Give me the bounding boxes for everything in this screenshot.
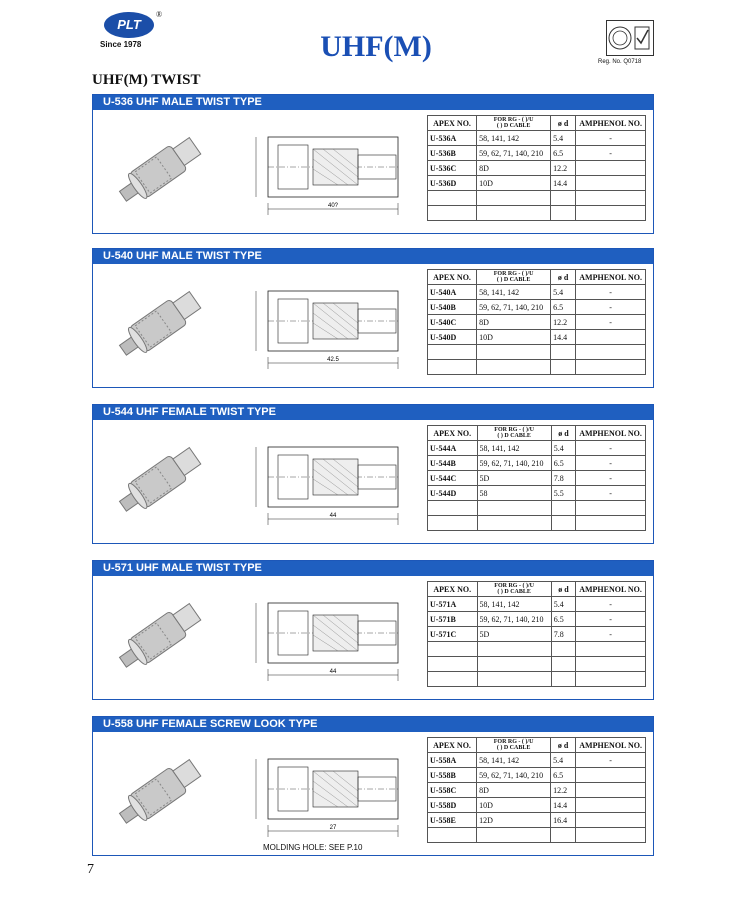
amphenol-cell xyxy=(576,642,646,657)
apex-cell xyxy=(428,672,478,687)
amphenol-cell xyxy=(576,176,646,191)
section-title: U-558 UHF FEMALE SCREW LOOK TYPE xyxy=(93,717,653,732)
table-header-row xyxy=(428,116,646,131)
diameter-cell: 5.4 xyxy=(551,441,575,456)
table-row xyxy=(428,456,646,471)
amphenol-cell: - xyxy=(576,597,646,612)
cable-header: FOR RG - ( )/U ( ) D CABLE xyxy=(477,426,551,441)
amphenol-cell xyxy=(576,360,646,375)
table-row xyxy=(428,597,646,612)
connector-photo xyxy=(103,431,215,531)
table-row xyxy=(428,813,646,828)
spec-table xyxy=(427,581,646,687)
amphenol-cell: - xyxy=(576,441,646,456)
table-row xyxy=(428,315,646,330)
dimension-label: 40? xyxy=(327,203,339,209)
apex-cell xyxy=(428,345,477,360)
spec-table xyxy=(427,425,646,531)
table-row xyxy=(428,330,646,345)
amphenol-cell xyxy=(576,813,646,828)
diameter-cell: 5.5 xyxy=(551,486,575,501)
page-number: 7 xyxy=(87,862,94,877)
apex-cell: U-540B xyxy=(428,300,477,315)
dimension-label: 42.5 xyxy=(327,357,339,363)
diameter-cell xyxy=(551,206,576,221)
apex-cell: U-544B xyxy=(428,456,478,471)
amphenol-cell: - xyxy=(576,627,646,642)
table-row xyxy=(428,486,646,501)
diameter-cell xyxy=(551,657,575,672)
table-row xyxy=(428,828,646,843)
amphenol-cell xyxy=(576,161,646,176)
cable-cell xyxy=(477,828,551,843)
diameter-cell xyxy=(551,501,575,516)
diameter-header: ø d xyxy=(551,270,576,285)
diameter-cell xyxy=(551,672,575,687)
connector-photo xyxy=(103,587,215,687)
diameter-cell xyxy=(551,828,576,843)
dimension-label: 27 xyxy=(329,825,337,831)
amphenol-cell xyxy=(576,828,646,843)
amphenol-cell xyxy=(576,516,646,531)
diameter-cell: 6.5 xyxy=(551,300,576,315)
cable-header: FOR RG - ( )/U ( ) D CABLE xyxy=(477,738,551,753)
apex-cell: U-540A xyxy=(428,285,477,300)
dimension-label: 44 xyxy=(329,513,337,519)
cable-cell: 58 xyxy=(477,486,551,501)
diameter-cell xyxy=(551,345,576,360)
table-header-row xyxy=(428,426,646,441)
apex-cell: U-558D xyxy=(428,798,477,813)
cable-cell: 58, 141, 142 xyxy=(477,285,551,300)
table-row xyxy=(428,657,646,672)
apex-cell xyxy=(428,828,477,843)
amphenol-cell: - xyxy=(576,753,646,768)
cable-cell xyxy=(477,345,551,360)
apex-cell: U-536A xyxy=(428,131,477,146)
amphenol-cell: - xyxy=(576,131,646,146)
molding-note: MOLDING HOLE: SEE P.10 xyxy=(263,843,363,852)
cable-cell: 8D xyxy=(477,161,551,176)
apex-cell: U-544A xyxy=(428,441,478,456)
diameter-cell: 6.5 xyxy=(551,456,575,471)
diameter-cell: 12.2 xyxy=(551,161,576,176)
table-row xyxy=(428,300,646,315)
diameter-cell: 14.4 xyxy=(551,176,576,191)
table-row xyxy=(428,612,646,627)
section-title: U-536 UHF MALE TWIST TYPE xyxy=(93,95,653,110)
page-title: UHF(M) xyxy=(320,30,432,63)
cable-cell: 5D xyxy=(477,471,551,486)
section-title: U-540 UHF MALE TWIST TYPE xyxy=(93,249,653,264)
cable-cell: 58, 141, 142 xyxy=(477,131,551,146)
apex-cell: U-558A xyxy=(428,753,477,768)
diameter-cell xyxy=(551,191,576,206)
cable-cell xyxy=(477,191,551,206)
table-row xyxy=(428,206,646,221)
amphenol-header: AMPHENOL NO. xyxy=(576,426,646,441)
cable-cell: 8D xyxy=(477,783,551,798)
table-row xyxy=(428,345,646,360)
connector-photo xyxy=(103,275,215,375)
cable-cell xyxy=(477,206,551,221)
cable-cell: 10D xyxy=(477,798,551,813)
cable-header: FOR RG - ( )/U ( ) D CABLE xyxy=(477,116,551,131)
cable-cell xyxy=(477,501,551,516)
technical-drawing xyxy=(238,435,428,530)
diameter-cell: 7.8 xyxy=(551,627,575,642)
cable-cell: 12D xyxy=(477,813,551,828)
diameter-cell: 6.5 xyxy=(551,612,575,627)
amphenol-cell xyxy=(576,345,646,360)
table-header-row xyxy=(428,738,646,753)
cable-cell xyxy=(477,516,551,531)
diameter-cell: 14.4 xyxy=(551,798,576,813)
cable-header: FOR RG - ( )/U ( ) D CABLE xyxy=(477,582,551,597)
amphenol-cell: - xyxy=(576,146,646,161)
table-row xyxy=(428,753,646,768)
cable-cell: 59, 62, 71, 140, 210 xyxy=(477,300,551,315)
product-section xyxy=(92,94,654,234)
technical-drawing xyxy=(238,279,428,374)
technical-drawing xyxy=(238,125,428,220)
amphenol-cell: - xyxy=(576,315,646,330)
table-row xyxy=(428,360,646,375)
amphenol-cell xyxy=(576,798,646,813)
apex-cell xyxy=(428,516,478,531)
amphenol-header: AMPHENOL NO. xyxy=(576,738,646,753)
amphenol-header: AMPHENOL NO. xyxy=(576,582,646,597)
apex-cell: U-571B xyxy=(428,612,478,627)
section-title: U-571 UHF MALE TWIST TYPE xyxy=(93,561,653,576)
table-row xyxy=(428,441,646,456)
table-row xyxy=(428,627,646,642)
amphenol-cell xyxy=(576,783,646,798)
apex-header: APEX NO. xyxy=(428,426,478,441)
iso-certification-badge xyxy=(606,20,654,56)
amphenol-cell xyxy=(576,768,646,783)
product-section xyxy=(92,248,654,388)
cable-cell: 10D xyxy=(477,176,551,191)
connector-photo xyxy=(103,743,215,843)
table-header-row xyxy=(428,582,646,597)
diameter-cell: 6.5 xyxy=(551,768,576,783)
apex-cell: U-571C xyxy=(428,627,478,642)
apex-cell xyxy=(428,657,478,672)
connector-photo xyxy=(103,121,215,221)
amphenol-cell xyxy=(576,330,646,345)
cable-cell: 59, 62, 71, 140, 210 xyxy=(477,456,551,471)
diameter-cell: 5.4 xyxy=(551,597,575,612)
cable-cell: 59, 62, 71, 140, 210 xyxy=(477,146,551,161)
cable-cell: 59, 62, 71, 140, 210 xyxy=(477,768,551,783)
apex-cell xyxy=(428,360,477,375)
registered-mark: ® xyxy=(156,10,163,19)
iso-seal-icon xyxy=(607,21,653,55)
product-section xyxy=(92,560,654,700)
table-row xyxy=(428,131,646,146)
amphenol-cell xyxy=(576,206,646,221)
table-header-row xyxy=(428,270,646,285)
diameter-header: ø d xyxy=(551,738,576,753)
diameter-header: ø d xyxy=(551,426,575,441)
apex-cell xyxy=(428,501,478,516)
amphenol-cell: - xyxy=(576,612,646,627)
cable-header: FOR RG - ( )/U ( ) D CABLE xyxy=(477,270,551,285)
apex-header: APEX NO. xyxy=(428,738,477,753)
diameter-cell xyxy=(551,516,575,531)
diameter-cell: 14.4 xyxy=(551,330,576,345)
apex-cell: U-544D xyxy=(428,486,478,501)
cable-cell: 58, 141, 142 xyxy=(477,441,551,456)
cable-cell xyxy=(477,360,551,375)
diameter-header: ø d xyxy=(551,116,576,131)
cable-cell xyxy=(477,657,551,672)
table-row xyxy=(428,285,646,300)
cable-cell xyxy=(477,642,551,657)
apex-cell: U-571A xyxy=(428,597,478,612)
technical-drawing xyxy=(238,747,428,842)
amphenol-cell: - xyxy=(576,456,646,471)
section-title: U-544 UHF FEMALE TWIST TYPE xyxy=(93,405,653,420)
diameter-cell: 5.4 xyxy=(551,131,576,146)
apex-cell: U-558C xyxy=(428,783,477,798)
diameter-cell xyxy=(551,642,575,657)
cable-cell xyxy=(477,672,551,687)
cable-cell: 58, 141, 142 xyxy=(477,753,551,768)
table-row xyxy=(428,471,646,486)
iso-reg-number: Reg. No. Q0718 xyxy=(598,59,642,65)
apex-cell xyxy=(428,191,477,206)
cable-cell: 5D xyxy=(477,627,551,642)
diameter-header: ø d xyxy=(551,582,575,597)
table-row xyxy=(428,191,646,206)
table-row xyxy=(428,161,646,176)
section-heading: UHF(M) TWIST xyxy=(92,72,201,88)
diameter-cell: 5.4 xyxy=(551,285,576,300)
apex-cell: U-536D xyxy=(428,176,477,191)
amphenol-header: AMPHENOL NO. xyxy=(576,116,646,131)
diameter-cell: 12.2 xyxy=(551,315,576,330)
technical-drawing xyxy=(238,591,428,686)
diameter-cell: 6.5 xyxy=(551,146,576,161)
diameter-cell: 16.4 xyxy=(551,813,576,828)
table-row xyxy=(428,501,646,516)
apex-cell: U-540C xyxy=(428,315,477,330)
amphenol-header: AMPHENOL NO. xyxy=(576,270,646,285)
amphenol-cell: - xyxy=(576,486,646,501)
cable-cell: 10D xyxy=(477,330,551,345)
table-row xyxy=(428,768,646,783)
product-section xyxy=(92,404,654,544)
apex-header: APEX NO. xyxy=(428,270,477,285)
spec-table xyxy=(427,115,646,221)
amphenol-cell: - xyxy=(576,300,646,315)
table-row xyxy=(428,176,646,191)
table-row xyxy=(428,642,646,657)
table-row xyxy=(428,146,646,161)
logo-mark: PLT xyxy=(104,12,154,38)
diameter-cell: 12.2 xyxy=(551,783,576,798)
apex-cell: U-540D xyxy=(428,330,477,345)
amphenol-cell xyxy=(576,657,646,672)
table-row xyxy=(428,798,646,813)
apex-cell: U-558E xyxy=(428,813,477,828)
dimension-label: 44 xyxy=(329,669,337,675)
table-row xyxy=(428,672,646,687)
cable-cell: 59, 62, 71, 140, 210 xyxy=(477,612,551,627)
apex-cell: U-558B xyxy=(428,768,477,783)
cable-cell: 8D xyxy=(477,315,551,330)
product-section xyxy=(92,716,654,856)
table-row xyxy=(428,516,646,531)
apex-header: APEX NO. xyxy=(428,582,478,597)
amphenol-cell xyxy=(576,191,646,206)
amphenol-cell xyxy=(576,672,646,687)
amphenol-cell xyxy=(576,501,646,516)
apex-cell: U-536C xyxy=(428,161,477,176)
apex-cell: U-536B xyxy=(428,146,477,161)
apex-header: APEX NO. xyxy=(428,116,477,131)
spec-table xyxy=(427,737,646,843)
diameter-cell: 5.4 xyxy=(551,753,576,768)
spec-table xyxy=(427,269,646,375)
amphenol-cell: - xyxy=(576,285,646,300)
amphenol-cell: - xyxy=(576,471,646,486)
cable-cell: 58, 141, 142 xyxy=(477,597,551,612)
diameter-cell xyxy=(551,360,576,375)
apex-cell: U-544C xyxy=(428,471,478,486)
diameter-cell: 7.8 xyxy=(551,471,575,486)
apex-cell xyxy=(428,206,477,221)
logo-since: Since 1978 xyxy=(100,40,142,49)
table-row xyxy=(428,783,646,798)
apex-cell xyxy=(428,642,478,657)
